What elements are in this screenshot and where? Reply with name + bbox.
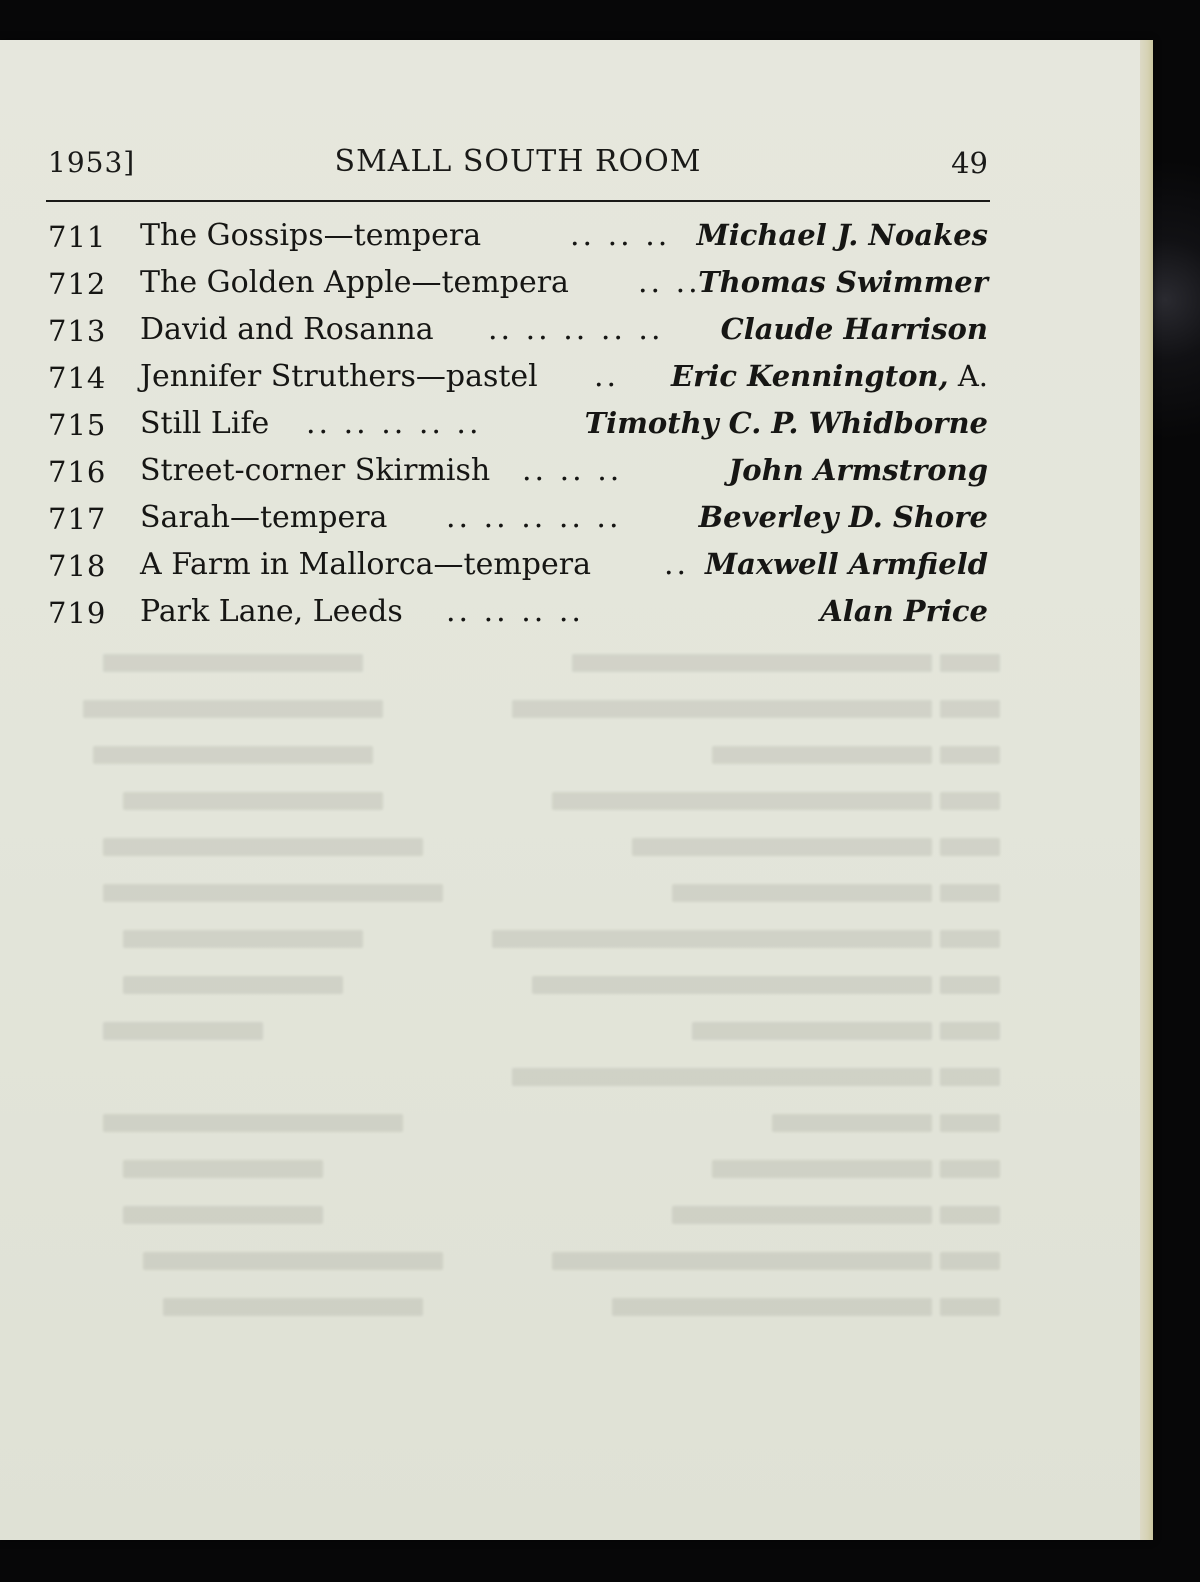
catalogue-entry <box>48 259 988 306</box>
entry-artist-name: Michael J. Noakes <box>696 218 988 252</box>
entry-artist-name: Eric Kennington, <box>670 359 949 393</box>
entry-number: 719 <box>48 596 107 630</box>
entry-leader: .. .. .. <box>570 218 671 253</box>
entry-number: 713 <box>48 314 107 348</box>
catalogue-entry <box>48 541 988 588</box>
entry-artist-name: Claude Harrison <box>720 312 988 346</box>
entry-leader: .. <box>594 359 620 394</box>
entry-title: Street-corner Skirmish <box>140 453 491 488</box>
show-through-texture <box>40 640 1000 1360</box>
entry-leader: .. .. <box>638 265 701 300</box>
entry-artist-name: Alan Price <box>820 594 988 628</box>
entry-title: Park Lane, Leeds <box>140 594 403 629</box>
entry-leader: .. <box>664 547 690 582</box>
entry-number: 715 <box>48 408 107 442</box>
entry-number: 711 <box>48 220 107 254</box>
entry-number: 718 <box>48 549 107 583</box>
entry-artist <box>699 494 988 541</box>
entry-artist <box>721 306 988 353</box>
entry-leader: .. .. .. .. .. <box>306 406 482 441</box>
catalogue-entry <box>48 494 988 541</box>
entry-title: The Golden Apple—tempera <box>140 265 569 300</box>
catalogue-entry <box>48 400 988 447</box>
entry-number: 712 <box>48 267 107 301</box>
entry-title: The Gossips—tempera <box>140 218 482 253</box>
entry-title: David and Rosanna <box>140 312 434 347</box>
catalogue-entries <box>48 212 988 635</box>
entry-artist <box>705 541 988 588</box>
entry-leader: .. .. .. .. .. <box>446 500 622 535</box>
entry-title: Still Life <box>140 406 270 441</box>
page-number: 49 <box>951 146 988 180</box>
catalogue-entry <box>48 353 988 400</box>
header-rule <box>46 200 990 202</box>
entry-number: 717 <box>48 502 107 536</box>
entry-title: Sarah—tempera <box>140 500 388 535</box>
entry-leader: .. .. .. .. <box>446 594 584 629</box>
entry-artist-suffix: A. <box>948 359 988 393</box>
entry-title: A Farm in Mallorca—tempera <box>140 547 591 582</box>
entry-artist <box>729 447 989 494</box>
running-head-title: SMALL SOUTH ROOM <box>334 144 702 179</box>
entry-artist-name: Thomas Swimmer <box>698 265 988 299</box>
entry-artist-name: Timothy C. P. Whidborne <box>584 406 988 440</box>
page-edge <box>1140 40 1153 1540</box>
catalogue-entry <box>48 588 988 635</box>
catalogue-entry <box>48 212 988 259</box>
entry-artist-name: Beverley D. Shore <box>698 500 988 534</box>
entry-artist-name: John Armstrong <box>728 453 988 487</box>
catalogue-entry <box>48 447 988 494</box>
entry-artist <box>697 212 988 259</box>
entry-artist-name: Maxwell Armfield <box>704 547 988 581</box>
entry-number: 714 <box>48 361 107 395</box>
entry-leader: .. .. .. <box>522 453 623 488</box>
running-head-year: 1953] <box>48 146 136 179</box>
entry-leader: .. .. .. .. .. <box>488 312 664 347</box>
entry-artist <box>671 353 988 400</box>
entry-artist <box>585 400 988 447</box>
running-head <box>48 140 988 190</box>
catalogue-entry <box>48 306 988 353</box>
entry-artist <box>698 259 988 306</box>
entry-title: Jennifer Struthers—pastel <box>140 359 538 394</box>
entry-number: 716 <box>48 455 107 489</box>
entry-artist <box>820 588 988 635</box>
